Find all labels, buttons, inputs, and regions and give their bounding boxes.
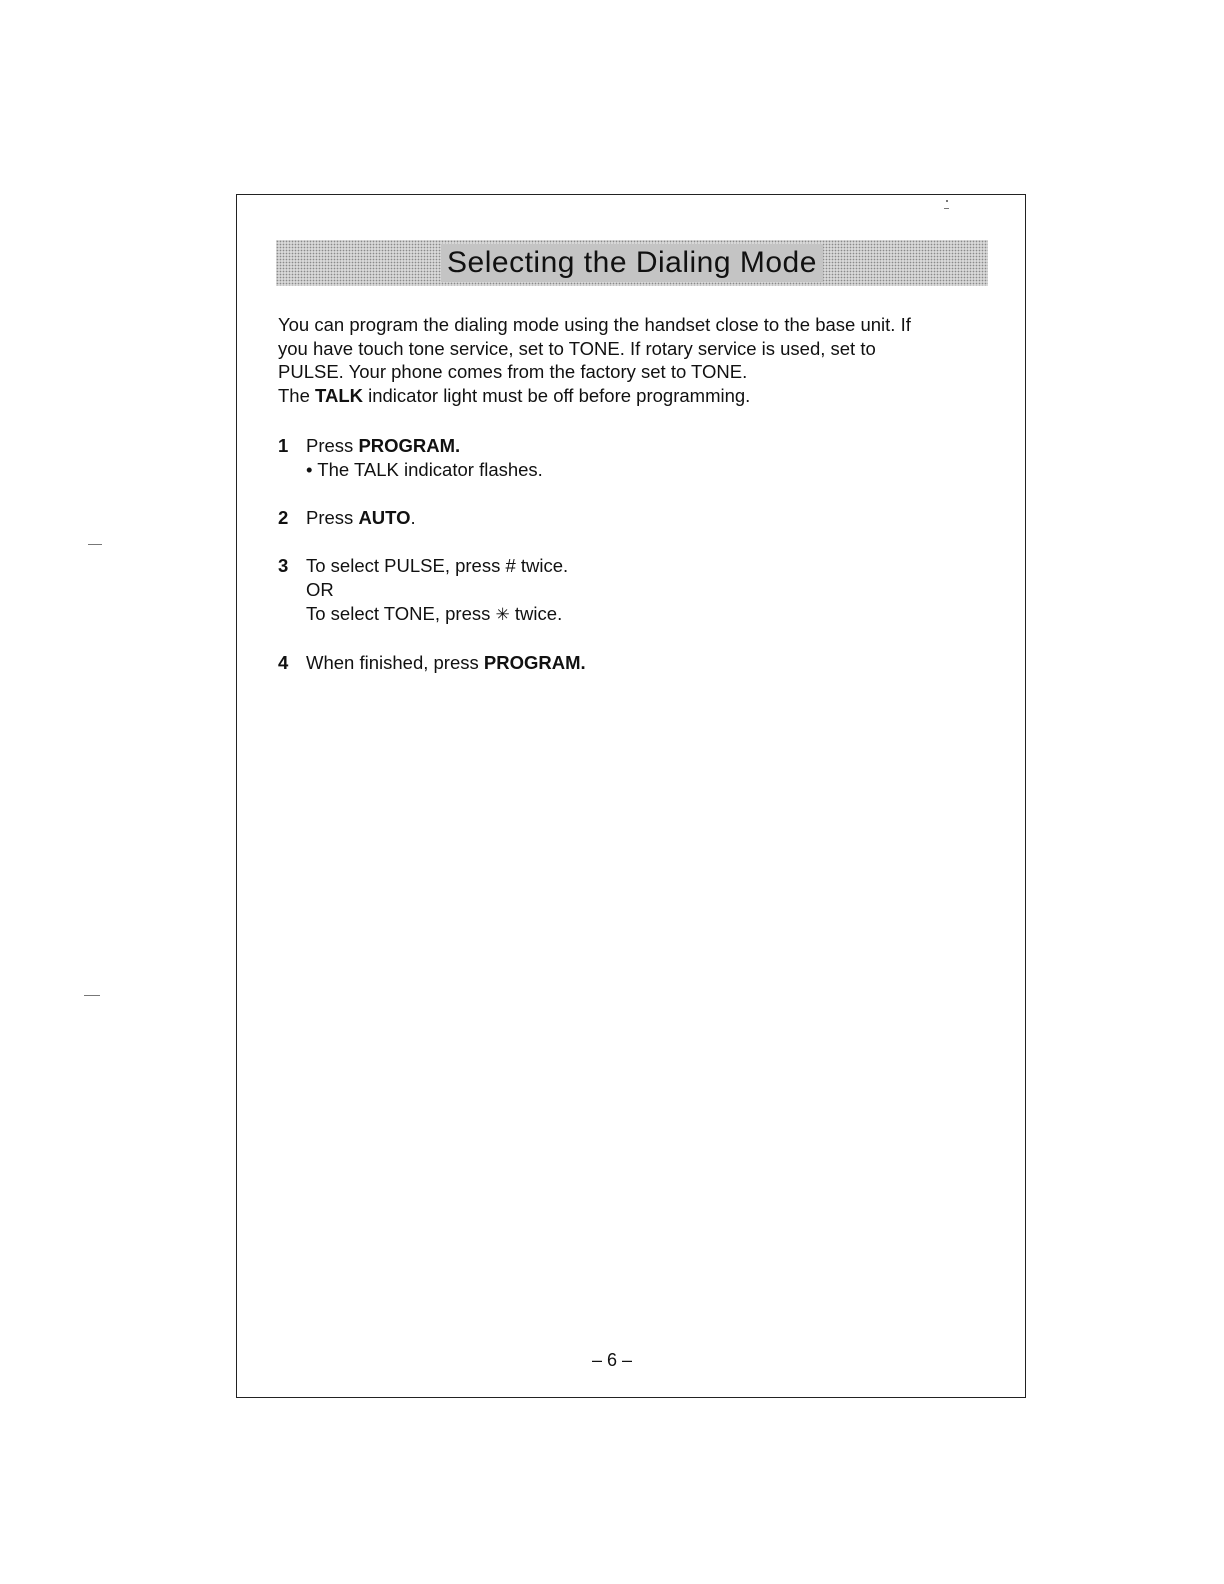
step-3-tone-prefix: To select TONE, press — [306, 603, 496, 624]
program-key-label: PROGRAM. — [483, 652, 586, 673]
scan-mark — [946, 200, 948, 202]
step-3-or-line: OR — [306, 579, 334, 600]
step-body — [306, 554, 978, 627]
intro-line-3: PULSE. Your phone comes from the factory set to TONE. — [278, 361, 748, 382]
program-key-label: PROGRAM. — [358, 435, 461, 456]
auto-key-label: AUTO — [358, 507, 411, 528]
step-3-pulse-line: To select PULSE, press # twice. — [306, 555, 569, 576]
step-1-prefix: Press — [306, 435, 359, 456]
step-list — [278, 434, 978, 699]
step-3-tone-line — [306, 602, 978, 627]
intro-line-1: You can program the dialing mode using the handset close to the base unit. If — [278, 314, 911, 335]
scan-mark — [84, 995, 100, 996]
step-body — [306, 506, 978, 530]
scan-mark — [88, 544, 102, 545]
step-2-prefix: Press — [306, 507, 359, 528]
intro-line-2: you have touch tone service, set to TONE. If rotary service is used, set to — [278, 337, 876, 359]
intro-line-4 — [278, 384, 978, 408]
step-number: 1 — [278, 435, 289, 456]
step-body — [306, 651, 978, 675]
intro-paragraph — [278, 313, 978, 407]
step-body — [306, 434, 978, 482]
step-4-instruction — [306, 651, 978, 675]
step-4-prefix: When finished, press — [306, 652, 484, 673]
step-1-note: • The TALK indicator flashes. — [306, 459, 543, 480]
intro-line-4-prefix: The — [278, 384, 316, 406]
step-number: 4 — [278, 652, 289, 673]
step-4 — [278, 651, 978, 675]
step-number: 2 — [278, 507, 289, 528]
step-1-instruction — [306, 434, 978, 458]
step-2-instruction — [306, 506, 978, 530]
talk-label: TALK — [315, 384, 363, 406]
step-1 — [278, 434, 978, 482]
step-number: 3 — [278, 555, 289, 576]
step-3 — [278, 554, 978, 627]
intro-line-4-suffix: indicator light must be off before programming. — [362, 384, 751, 406]
section-title-banner — [276, 240, 988, 286]
scan-mark — [944, 208, 949, 209]
step-2 — [278, 506, 978, 530]
star-key-icon: ✳ — [495, 605, 510, 624]
page-title: Selecting the Dialing Mode — [441, 244, 823, 282]
step-2-suffix: . — [410, 507, 416, 528]
page-number: – 6 – — [591, 1350, 633, 1370]
step-3-tone-suffix: twice. — [509, 603, 563, 624]
